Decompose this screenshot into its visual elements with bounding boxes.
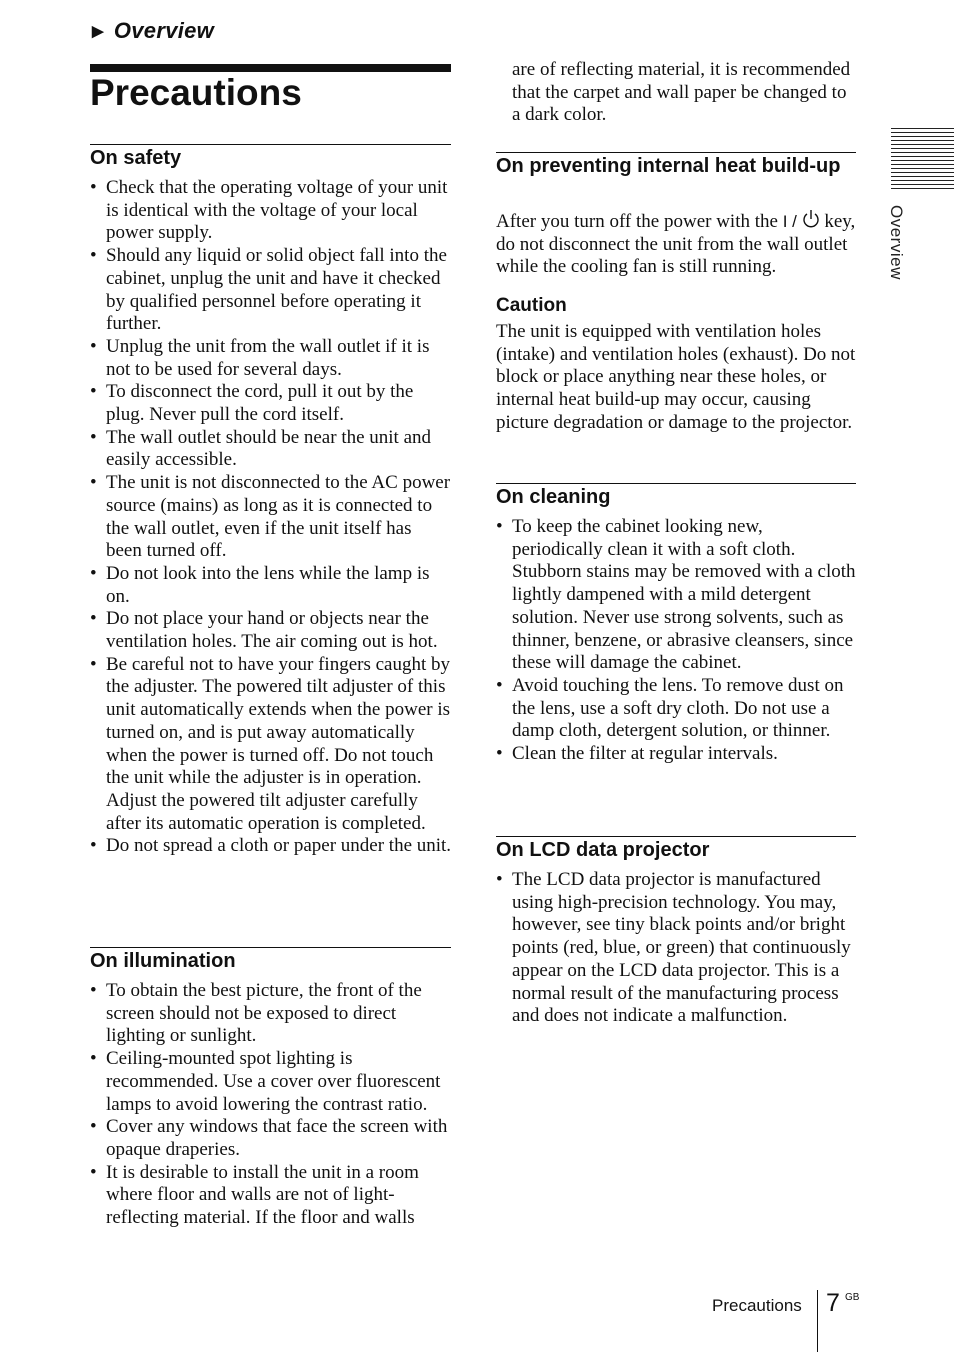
page-number: 7 [826, 1289, 840, 1317]
divider [90, 947, 451, 948]
page-region: GB [845, 1292, 860, 1303]
footer-divider [817, 1290, 818, 1352]
heat-text-before: After you turn off the power with the [496, 211, 783, 232]
list-item: • Cover any windows that face the screen with opaque draperies. [90, 1116, 452, 1161]
list-item: • Clean the filter at regular intervals. [496, 743, 858, 766]
list-item: • Do not spread a cloth or paper under the unit. [90, 835, 452, 858]
divider [496, 483, 856, 484]
list-item: • To keep the cabinet looking new, periodically clean it with a soft cloth. Stubborn stains may be removed with a cloth lightly dampened with a mild detergent solution. Never use strong solvents, such as thinner, benzene, or abrasive cleansers, since these will damage the cabinet. [496, 516, 858, 675]
list-item: • It is desirable to install the unit in a room where floor and walls are not of light-reflecting material. If the floor and walls [90, 1162, 452, 1230]
list-item: • Do not look into the lens while the lamp is on. [90, 563, 452, 608]
list-item: • To disconnect the cord, pull it out by the plug. Never pull the cord itself. [90, 381, 452, 426]
heading-on-safety: On safety [90, 147, 182, 169]
footer-label: Precautions [712, 1296, 802, 1315]
list-item: • To obtain the best picture, the front of the screen should not be exposed to direct lighting or sunlight. [90, 980, 452, 1048]
heading-on-illumination: On illumination [90, 950, 236, 972]
list-item: • Unplug the unit from the wall outlet if it is not to be used for several days. [90, 336, 452, 381]
safety-list [90, 177, 452, 858]
side-tab-lines [891, 128, 954, 192]
heading-on-lcd: On LCD data projector [496, 839, 710, 861]
list-item: • Check that the operating voltage of your unit is identical with the voltage of your local power supply. [90, 177, 452, 245]
page-title: Precautions [90, 72, 302, 113]
list-item: • Ceiling-mounted spot lighting is recommended. Use a cover over fluorescent lamps to avoid lowering the contrast ratio. [90, 1048, 452, 1116]
heat-paragraph [496, 209, 858, 279]
heading-caution: Caution [496, 295, 567, 316]
play-triangle-icon: ▶ [92, 23, 104, 40]
section-header-label: Overview [113, 18, 215, 43]
section-header [92, 18, 214, 44]
lcd-list [496, 869, 858, 1028]
divider [496, 152, 856, 153]
illumination-list [90, 980, 452, 1230]
power-key-label: I / [782, 212, 802, 231]
divider [496, 836, 856, 837]
power-icon [802, 209, 820, 229]
cleaning-list [496, 516, 858, 766]
list-item: • Be careful not to have your fingers caught by the adjuster. The powered tilt adjuster of this unit automatically extends when the power is turned on, and is put away automatically when the power is turned off. Do not touch the unit while the adjuster is in operation. Adjust the powered tilt adjuster carefully after its automatic operation is completed. [90, 654, 452, 836]
title-rule [90, 64, 451, 72]
side-tab-label: Overview [887, 205, 906, 280]
list-item: • The wall outlet should be near the unit and easily accessible. [90, 427, 452, 472]
divider [90, 144, 451, 145]
heat-text-after: key, do not disconnect the unit from the wall outlet while the cooling fan is still running. [496, 211, 856, 278]
list-item: • The unit is not disconnected to the AC power source (mains) as long as it is connected to the wall outlet, even if the unit itself has been turned off. [90, 472, 452, 563]
caution-paragraph: The unit is equipped with ventilation holes (intake) and ventilation holes (exhaust). Do not block or place anything near these holes, or internal heat build-up may occur, causing picture degradation or damage to the projector. [496, 321, 856, 433]
list-item: • Should any liquid or solid object fall into the cabinet, unplug the unit and have it checked by qualified personnel before operating it further. [90, 245, 452, 336]
heading-heat-buildup: On preventing internal heat build-up [496, 155, 841, 177]
list-item: • Avoid touching the lens. To remove dust on the lens, use a soft dry cloth. Do not use a damp cloth, detergent solution, or thinner. [496, 675, 858, 743]
heading-on-cleaning: On cleaning [496, 486, 611, 508]
continuation-text: are of reflecting material, it is recommended that the carpet and wall paper be changed to a dark color. [512, 59, 851, 126]
list-item: • The LCD data projector is manufactured using high-precision technology. You may, however, see tiny black points and/or bright points (red, blue, or green) that continuously appear on the LCD data projector. This is a normal result of the manufacturing process and does not indicate a malfunction. [496, 869, 858, 1028]
list-item: • Do not place your hand or objects near the ventilation holes. The air coming out is hot. [90, 608, 452, 653]
